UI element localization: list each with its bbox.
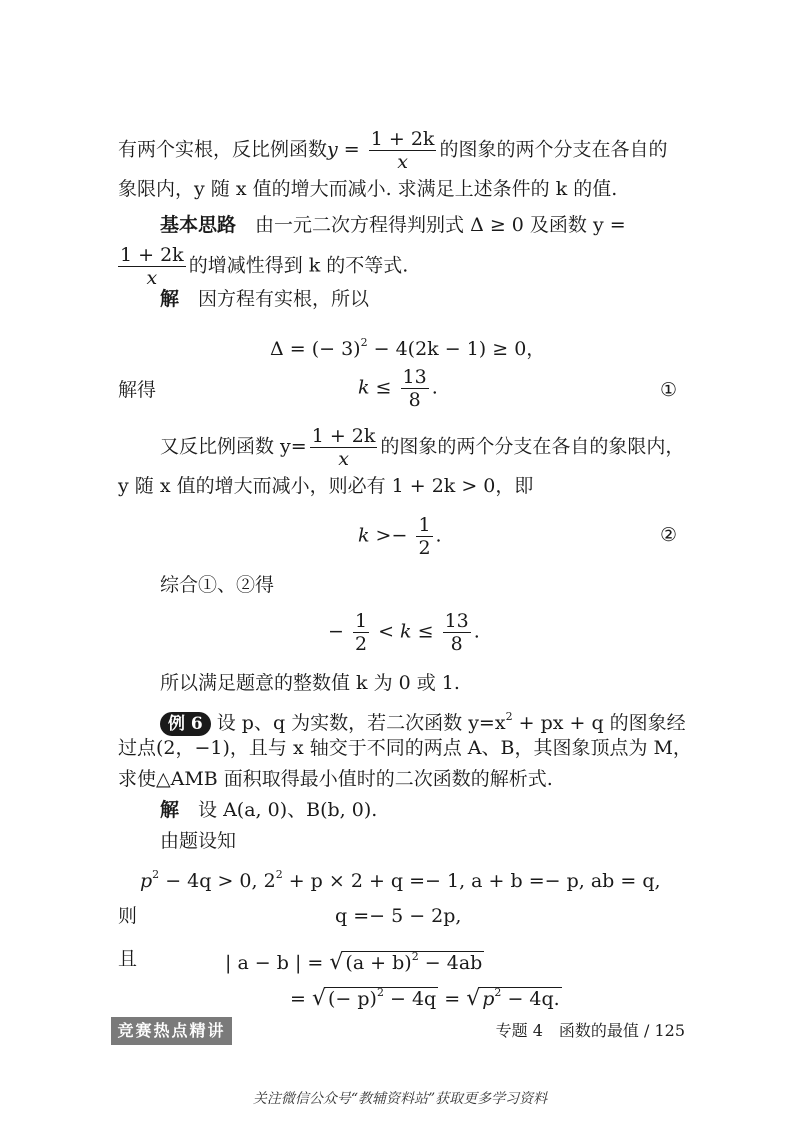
fraction-numerator: 13	[402, 366, 427, 388]
eq-sup: 2	[505, 710, 513, 723]
eq-part: =	[290, 988, 312, 1010]
eq-sup: 2	[360, 336, 368, 349]
equation-k-gt	[358, 514, 442, 559]
fraction-numerator: 1 + 2k	[370, 128, 435, 150]
text-line-4	[118, 244, 408, 289]
radicand	[480, 987, 561, 1010]
fraction-numerator: 1	[354, 610, 368, 632]
eq-part: −	[328, 620, 350, 643]
text: 设 p、q 为实数，若二次函数 y=x	[216, 712, 506, 734]
section-heading: 基本思路	[160, 214, 237, 236]
fraction-numerator: 13	[444, 610, 469, 632]
eq-part: p	[482, 988, 495, 1010]
chapter-title: 专题 4 函数的最值 /	[495, 1021, 650, 1040]
eq-sup: 2	[376, 986, 384, 999]
label-qie: 且	[118, 948, 138, 970]
text-line-16: 求使△AMB 面积取得最小值时的二次函数的解析式.	[118, 768, 553, 790]
text: + px + q 的图象经	[512, 712, 686, 734]
eq-part: Δ = (− 3)	[270, 338, 361, 360]
equation-marker-1: ①	[660, 379, 678, 401]
eq-part: (− p)	[328, 988, 377, 1010]
eq-part: =	[438, 988, 467, 1010]
sqrt	[466, 980, 562, 1012]
fraction-denominator: x	[338, 448, 349, 470]
text-line-8	[160, 425, 684, 470]
eq-part: < k ≤	[372, 620, 440, 643]
eq-part: (a + b)	[345, 952, 412, 974]
text-line-17	[160, 797, 377, 823]
eq-sup: 2	[152, 868, 160, 881]
text-line-13: 所以满足题意的整数值 k 为 0 或 1.	[160, 672, 460, 694]
promo-note: 关注微信公众号“教辅资料站”获取更多学习资料	[252, 1091, 548, 1107]
var-y: y	[327, 138, 338, 161]
eq-part: − 4(2k − 1) ≥ 0，	[367, 338, 546, 360]
eq-part: .	[431, 376, 438, 399]
equation-range	[328, 610, 480, 655]
fraction-denominator: 2	[354, 633, 368, 655]
fraction	[369, 128, 437, 173]
text-line-18: 由题设知	[160, 830, 237, 852]
eq-part: − 4q	[383, 988, 437, 1010]
eq-sup: 2	[411, 950, 419, 963]
eq-part: | a − b | =	[225, 952, 330, 974]
radicand	[343, 951, 484, 974]
equation-q: q =− 5 − 2p,	[335, 905, 462, 927]
equation-abs-diff-2	[290, 980, 562, 1012]
sqrt	[329, 944, 484, 976]
fraction-numerator: 1 + 2k	[311, 425, 376, 447]
section-tag: 竞赛热点精讲	[111, 1017, 232, 1045]
equation-conditions	[140, 862, 661, 894]
text-line-2: 象限内，y 随 x 值的增大而减小. 求满足上述条件的 k 的值.	[118, 178, 618, 200]
sqrt-icon: √	[466, 986, 481, 1011]
page-footer	[496, 1020, 685, 1042]
eq-part: k >−	[358, 524, 414, 547]
eq-part: − 4q > 0, 2	[159, 870, 276, 892]
page-number: 125	[654, 1021, 685, 1040]
fraction-numerator: 1	[418, 514, 431, 536]
eq-part: p	[140, 870, 153, 892]
fraction	[401, 366, 429, 411]
fraction	[310, 425, 378, 470]
eq-part: .	[473, 620, 480, 643]
equation-k-le	[358, 366, 438, 411]
solution-label: 解	[160, 799, 180, 821]
text-line-9: y 随 x 值的增大而减小，则必有 1 + 2k > 0，即	[118, 475, 534, 497]
fraction	[353, 610, 369, 655]
eq-part: + p × 2 + q =− 1, a + b =− p, ab = q,	[282, 870, 661, 892]
text-line-3	[160, 212, 626, 238]
sqrt	[312, 980, 438, 1012]
eq-part: − 4ab	[418, 952, 483, 974]
text-line-5	[160, 286, 369, 312]
equation-discriminant	[270, 330, 545, 362]
example-line	[160, 704, 686, 736]
text: 又反比例函数 y=	[160, 435, 307, 458]
equation-abs-diff	[225, 944, 484, 976]
text: 由一元二次方程得判别式 Δ ≥ 0 及函数 y =	[255, 214, 626, 236]
sqrt-icon: √	[329, 950, 344, 975]
text: 设 A(a, 0)、B(b, 0).	[198, 799, 378, 821]
label-ze: 则	[118, 905, 138, 927]
fraction-denominator: 8	[408, 389, 421, 411]
text: 的图象的两个分支在各自的	[439, 138, 668, 161]
fraction-numerator: 1 + 2k	[120, 244, 184, 266]
eq-sup: 2	[494, 986, 502, 999]
fraction	[118, 244, 186, 289]
fraction	[443, 610, 471, 655]
text-line-1	[118, 128, 667, 173]
radicand	[326, 987, 438, 1010]
sqrt-icon: √	[311, 986, 326, 1011]
text: 因方程有实根，所以	[198, 288, 370, 310]
label-jiede: 解得	[118, 379, 157, 401]
example-badge: 例 6	[160, 712, 211, 736]
eq-part: .	[435, 524, 442, 547]
fraction-denominator: 8	[450, 633, 463, 655]
eq-sup: 2	[275, 868, 283, 881]
text: 的图象的两个分支在各自的象限内，	[380, 435, 685, 458]
fraction-denominator: x	[397, 151, 408, 173]
equals: =	[337, 138, 366, 161]
fraction-denominator: x	[146, 267, 158, 289]
fraction	[416, 514, 432, 559]
text-line-11: 综合①、②得	[160, 574, 275, 596]
text: 的增减性得到 k 的不等式.	[188, 254, 409, 277]
eq-part: − 4q.	[501, 988, 560, 1010]
text-line-15: 过点(2，−1)，且与 x 轴交于不同的两点 A、B，其图象顶点为 M，	[118, 737, 692, 759]
fraction-denominator: 2	[418, 537, 431, 559]
eq-part: k ≤	[358, 376, 398, 399]
equation-marker-2: ②	[660, 524, 678, 546]
text: 有两个实根，反比例函数	[118, 138, 328, 161]
solution-label: 解	[160, 288, 180, 310]
